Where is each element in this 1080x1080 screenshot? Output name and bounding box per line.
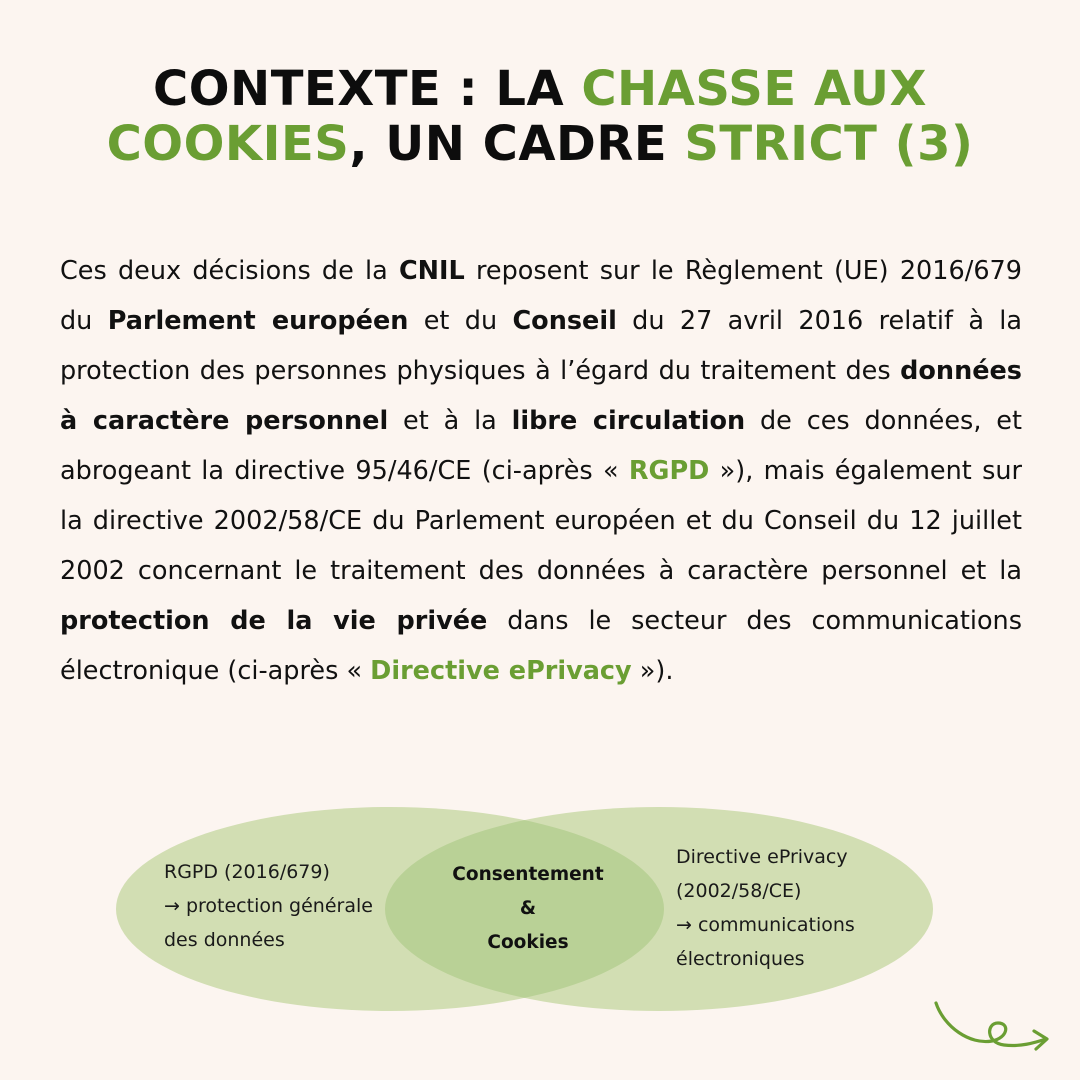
body-text: dans le secteur des communications électronique (ci-après « (60, 606, 1022, 686)
body-text: et du (408, 306, 513, 336)
venn-left-line: RGPD (2016/679) (164, 861, 330, 883)
title-highlight-3: STRICT (3) (684, 116, 974, 172)
page-title (60, 62, 1020, 172)
title-part-1: CONTEXTE : LA (152, 61, 582, 117)
body-text: reposent sur le Règlement (UE) 2016/679 du (60, 256, 1022, 336)
title-highlight-2: COOKIES (106, 116, 350, 172)
body-text: »), mais également sur la directive 2002/58/CE du Parlement européen et du Conseil du 12 juillet 2002 concernant le traitement des données à caractère personnel et la (60, 456, 1022, 586)
body-text: de ces données, et abrogeant la directive 95/46/CE (ci-après « (60, 406, 1022, 486)
body-text: »). (631, 656, 674, 686)
body-text: du 27 avril 2016 relatif à la protection des personnes physiques à l’égard du traitement des (60, 306, 1022, 386)
venn-left-label (164, 855, 394, 957)
title-part-2: , UN CADRE (349, 116, 685, 172)
venn-left-line: → protection générale (164, 895, 373, 917)
venn-middle-line: Consentement (452, 864, 604, 885)
curly-arrow-icon (930, 995, 1055, 1060)
venn-right-label (676, 840, 916, 976)
body-bold-vie-privee: protection de la vie privée (60, 606, 488, 636)
venn-left-line: des données (164, 929, 285, 951)
venn-right-line: → communications (676, 914, 855, 936)
venn-middle-line: Cookies (487, 932, 569, 953)
venn-middle-label (430, 858, 626, 960)
body-paragraph (60, 246, 1022, 696)
body-highlight-eprivacy: Directive ePrivacy (370, 656, 632, 686)
body-bold-conseil: Conseil (512, 306, 617, 336)
body-bold-libre-circulation: libre circulation (511, 406, 746, 436)
body-text: et à la (388, 406, 512, 436)
body-bold-parlement: Parlement européen (107, 306, 409, 336)
body-highlight-rgpd: RGPD (628, 456, 710, 486)
title-highlight-1: CHASSE AUX (581, 61, 928, 117)
body-text: Ces deux décisions de la (60, 256, 399, 286)
venn-right-line: (2002/58/CE) (676, 880, 802, 902)
venn-right-line: Directive ePrivacy (676, 846, 848, 868)
body-bold-cnil: CNIL (398, 256, 465, 286)
body-bold-donnees: données à caractère personnel (60, 356, 1022, 436)
venn-right-line: électroniques (676, 948, 805, 970)
venn-middle-line: & (519, 898, 537, 919)
